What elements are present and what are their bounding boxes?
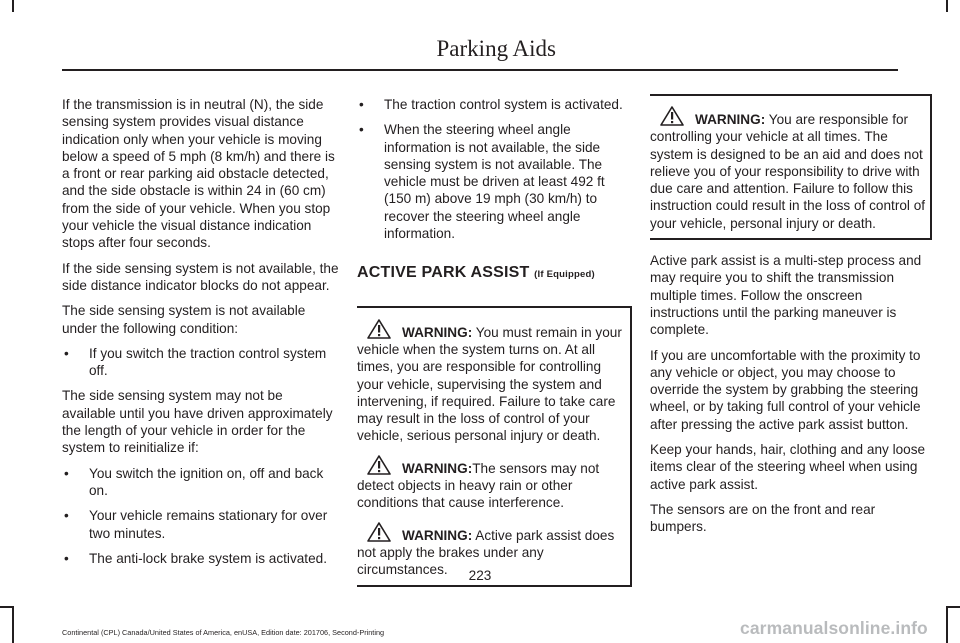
warning-text: Active park assist does not apply the brakes under any circumstances.	[357, 527, 615, 578]
paragraph: The side sensing system is not available under the following condition:	[62, 303, 306, 336]
section-heading-text: ACTIVE PARK ASSIST	[357, 264, 530, 282]
column-1	[62, 96, 339, 575]
column-2	[357, 96, 632, 587]
warning-box-top-rule	[650, 94, 932, 96]
warning-triangle-icon	[366, 522, 398, 542]
warning-text: You must remain in your vehicle when the system turns on. At all times, you are responsible for controlling your vehicle, supervising the system and intervening, if required. Failure to take care may result in the loss of control of your vehicle, serious personal injury or death.	[357, 324, 622, 444]
list-item: • The anti-lock brake system is activated.	[62, 550, 339, 567]
bullet-list	[62, 345, 339, 380]
crop-mark-top-left	[12, 0, 14, 12]
header-rule	[62, 69, 898, 71]
page-number: 223	[468, 568, 492, 583]
warning-box	[357, 306, 632, 587]
crop-mark-bottom-right	[946, 606, 948, 643]
section-heading	[357, 264, 632, 283]
column-3	[650, 96, 932, 544]
warning-item	[650, 106, 926, 232]
watermark-link[interactable]: carmanualsonline.info	[740, 618, 928, 638]
warning-text: You are responsible for controlling your vehicle at all times. The system is designed to be an aid and does not relieve you of your responsibility to drive with due care and attention. Failure to follow this instruction could result in the loss of control of your vehicle, personal injury or death.	[650, 112, 926, 231]
crop-mark-top-right	[946, 0, 948, 12]
crop-mark-bottom-left	[12, 606, 14, 643]
paragraph: If you are uncomfortable with the proximity to any vehicle or object, you may choose to override the system by grabbing the steering wheel, or by taking full control of your vehicle after pressing the active park assist button.	[650, 347, 921, 432]
warning-text: The sensors may not detect objects in heavy rain or other conditions that cause interference.	[357, 460, 600, 511]
bullet-list	[357, 96, 632, 242]
warning-item	[357, 522, 626, 579]
list-item: • If you switch the traction control system off.	[62, 345, 339, 380]
crop-mark-bottom-left-h	[0, 606, 13, 608]
paragraph: If the side sensing system is not available, the side distance indicator blocks do not appear.	[62, 260, 339, 293]
warning-triangle-icon	[659, 106, 691, 126]
warning-item	[357, 319, 626, 445]
page-title: Parking Aids	[436, 36, 556, 61]
list-item: • Your vehicle remains stationary for over two minutes.	[62, 507, 339, 542]
paragraph: The sensors are on the front and rear bumpers.	[650, 501, 876, 535]
section-heading-qualifier: (If Equipped)	[534, 269, 595, 281]
edition-footer: Continental (CPL) Canada/United States of America, enUSA, Edition date: 201706, Second-Printing	[62, 628, 385, 637]
crop-mark-bottom-right-h	[946, 606, 960, 608]
warning-triangle-icon	[366, 319, 398, 339]
bullet-list	[62, 465, 339, 567]
warning-label: WARNING:	[402, 460, 473, 476]
list-item: • You switch the ignition on, off and back on.	[62, 465, 339, 500]
warning-item	[357, 455, 626, 512]
paragraph: Keep your hands, hair, clothing and any loose items clear of the steering wheel when using active park assist.	[650, 442, 926, 492]
paragraph: The side sensing system may not be available until you have driven approximately the length of your vehicle in order for the system to reinitialize if:	[62, 388, 333, 456]
warning-label: WARNING:	[402, 324, 473, 340]
list-item: • The traction control system is activated.	[357, 96, 632, 113]
list-item: • When the steering wheel angle information is not available, the side sensing system is not available. The vehicle must be driven at least 492 ft (150 m) above 19 mph (30 km/h) to recover the steering wheel angle information.	[357, 121, 632, 242]
paragraph: Active park assist is a multi-step process and may require you to shift the transmission multiple times. Follow the onscreen instructions until the parking maneuver is complete.	[650, 253, 922, 338]
warning-label: WARNING:	[402, 527, 473, 543]
warning-triangle-icon	[366, 455, 398, 475]
paragraph: If the transmission is in neutral (N), the side sensing system provides visual distance indication only when your vehicle is moving below a speed of 5 mph (8 km/h) and there is a front or rear parking aid obstacle detected, and the side obstacle is within 24 in (60 cm) from the side of your vehicle. When you stop your vehicle the visual distance indication stops after four seconds.	[62, 97, 335, 251]
warning-box	[650, 96, 932, 240]
warning-label: WARNING:	[695, 112, 766, 127]
